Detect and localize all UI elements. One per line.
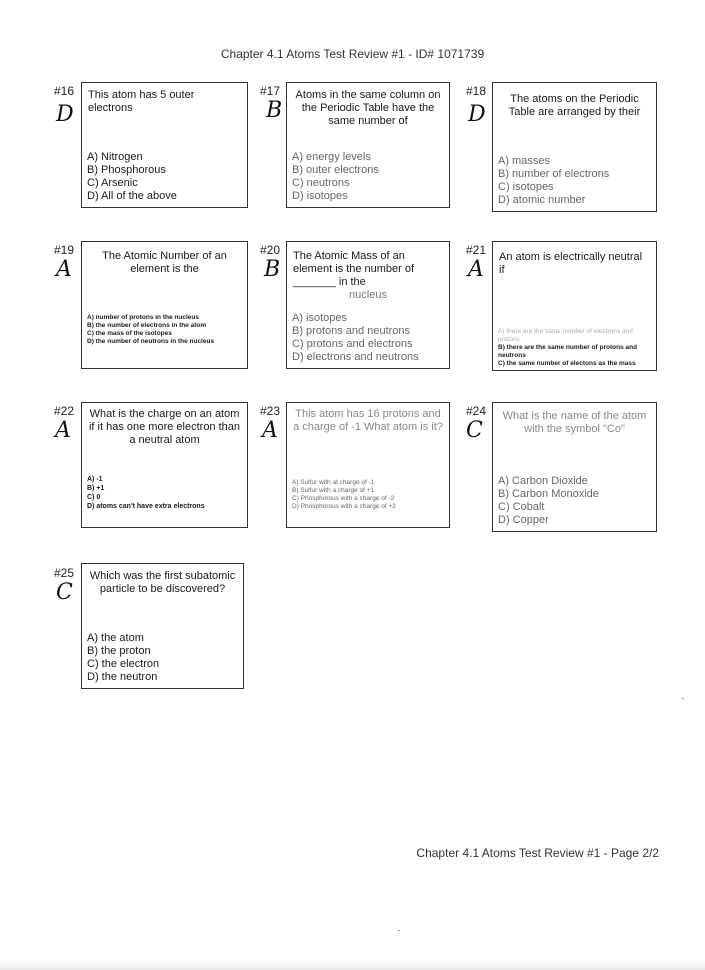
question-number-21: #21 bbox=[466, 243, 487, 257]
option-d: D) Copper bbox=[498, 514, 549, 526]
option-d: D) isotopes bbox=[292, 190, 348, 202]
question-card-25 bbox=[81, 563, 244, 689]
question-card-23 bbox=[286, 402, 450, 528]
question-prompt-17: Atoms in the same column on the Periodic Table have the same number of bbox=[295, 89, 441, 127]
option-list-25 bbox=[87, 632, 239, 684]
question-number-18: #18 bbox=[466, 84, 487, 98]
question-card-19 bbox=[81, 241, 248, 369]
option-list-24 bbox=[498, 475, 652, 527]
question-number-23: #23 bbox=[260, 404, 281, 418]
question-prompt-25: Which was the first subatomic particle to be discovered? bbox=[89, 570, 236, 595]
handwritten-answer-16: D bbox=[56, 102, 74, 127]
question-number-20: #20 bbox=[260, 243, 281, 257]
option-a: A) Nitrogen bbox=[87, 151, 143, 163]
question-number-17: #17 bbox=[260, 84, 281, 98]
scan-bottom-edge bbox=[0, 960, 705, 970]
option-c: C) neutrons bbox=[292, 177, 350, 189]
option-b: B) number of electrons bbox=[498, 168, 610, 180]
option-c: C) Cobalt bbox=[498, 501, 545, 513]
option-b: B) the number of electrons in the atom bbox=[87, 322, 207, 329]
option-list-17 bbox=[292, 151, 445, 203]
option-c: C) Phosphorous with a charge of -2 bbox=[292, 495, 395, 502]
option-list-20 bbox=[292, 312, 445, 364]
question-card-17 bbox=[286, 82, 450, 208]
question-prompt-16: This atom has 5 outer electrons bbox=[88, 89, 195, 114]
option-b: B) outer electrons bbox=[292, 164, 379, 176]
option-b: B) there are the same number of protons and neutrons bbox=[498, 344, 638, 359]
option-d: D) All of the above bbox=[87, 190, 177, 202]
option-c: C) protons and electrons bbox=[292, 338, 413, 350]
question-number-16: #16 bbox=[54, 84, 75, 98]
handwritten-answer-20: B bbox=[264, 257, 281, 282]
scan-speck bbox=[398, 930, 400, 931]
handwritten-answer-19: A bbox=[56, 257, 72, 282]
option-b: B) protons and neutrons bbox=[292, 325, 411, 337]
option-a: A) the atom bbox=[87, 632, 144, 644]
option-d: D) atomic number bbox=[498, 194, 586, 206]
option-c: C) Arsenic bbox=[87, 177, 138, 189]
option-a: A) isotopes bbox=[292, 312, 348, 324]
question-prompt-21: An atom is electrically neutral if bbox=[499, 251, 643, 276]
handwritten-answer-24: C bbox=[466, 418, 483, 443]
option-a: A) -1 bbox=[87, 476, 103, 483]
question-card-18 bbox=[492, 82, 657, 212]
option-b: B) Carbon Monoxide bbox=[498, 488, 599, 500]
option-a: A) masses bbox=[498, 155, 550, 167]
scan-speck bbox=[682, 698, 684, 699]
question-number-19: #19 bbox=[54, 243, 75, 257]
option-d: D) atoms can't have extra electrons bbox=[87, 503, 205, 510]
option-list-18 bbox=[498, 155, 652, 207]
handwritten-answer-21: A bbox=[468, 257, 484, 282]
handwritten-answer-25: C bbox=[56, 580, 73, 605]
question-number-24: #24 bbox=[466, 404, 487, 418]
option-b: B) Phosphorous bbox=[87, 164, 166, 176]
option-list-19 bbox=[87, 314, 243, 346]
option-c: C) 0 bbox=[87, 494, 101, 501]
question-card-16 bbox=[81, 82, 248, 208]
option-a: A) there are the same number of electrons and protons bbox=[498, 328, 633, 343]
option-a: A) number of protons in the nucleus bbox=[87, 314, 199, 321]
handwritten-answer-22: A bbox=[55, 418, 71, 443]
question-number-22: #22 bbox=[54, 404, 75, 418]
option-list-21 bbox=[498, 328, 652, 368]
question-prompt-20 bbox=[293, 250, 443, 302]
question-prompt-22: What is the charge on an atom if it has one more electron than a neutral atom bbox=[88, 408, 241, 446]
option-a: A) Carbon Dioxide bbox=[498, 475, 588, 487]
option-b: B) Sulfur with a charge of +1 bbox=[292, 487, 375, 494]
option-a: A) Sulfur with at charge of -1 bbox=[292, 479, 375, 486]
option-c: C) the electron bbox=[87, 658, 160, 670]
question-prompt-24: What is the name of the atom with the symbol "Co" bbox=[502, 410, 647, 435]
question-card-24 bbox=[492, 402, 657, 532]
option-c: C) the same number of electons as the mass bbox=[498, 360, 636, 367]
page-title: Chapter 4.1 Atoms Test Review #1 - ID# 1071739 bbox=[220, 47, 485, 61]
option-list-16 bbox=[87, 151, 243, 203]
option-d: D) Phosphorous with a charge of +2 bbox=[292, 503, 396, 510]
question-card-22 bbox=[81, 402, 248, 528]
handwritten-answer-17: B bbox=[266, 98, 283, 123]
option-d: D) the number of neutrons in the nucleus bbox=[87, 338, 215, 345]
option-list-22 bbox=[87, 475, 243, 511]
question-number-25: #25 bbox=[54, 566, 75, 580]
question-prompt-20-line1: The Atomic Mass of an element is the number of _______ in the bbox=[293, 250, 415, 288]
question-prompt-20-line2: nucleus bbox=[349, 289, 387, 301]
option-a: A) energy levels bbox=[292, 151, 371, 163]
question-prompt-18: The atoms on the Periodic Table are arranged by their bbox=[508, 93, 641, 118]
handwritten-answer-23: A bbox=[262, 418, 278, 443]
option-b: B) +1 bbox=[87, 485, 105, 492]
option-c: C) isotopes bbox=[498, 181, 554, 193]
option-d: D) the neutron bbox=[87, 671, 158, 683]
page-footer: Chapter 4.1 Atoms Test Review #1 - Page 2/2 bbox=[416, 846, 659, 860]
option-c: C) the mass of the isotopes bbox=[87, 330, 172, 337]
option-b: B) the proton bbox=[87, 645, 151, 657]
question-prompt-19: The Atomic Number of an element is the bbox=[102, 250, 227, 275]
question-prompt-23: This atom has 16 protons and a charge of -1 What atom is it? bbox=[293, 408, 443, 433]
question-card-20 bbox=[286, 241, 450, 369]
option-d: D) electrons and neutrons bbox=[292, 351, 419, 363]
handwritten-answer-18: D bbox=[468, 102, 486, 127]
question-card-21 bbox=[492, 241, 657, 371]
option-list-23 bbox=[292, 479, 445, 511]
